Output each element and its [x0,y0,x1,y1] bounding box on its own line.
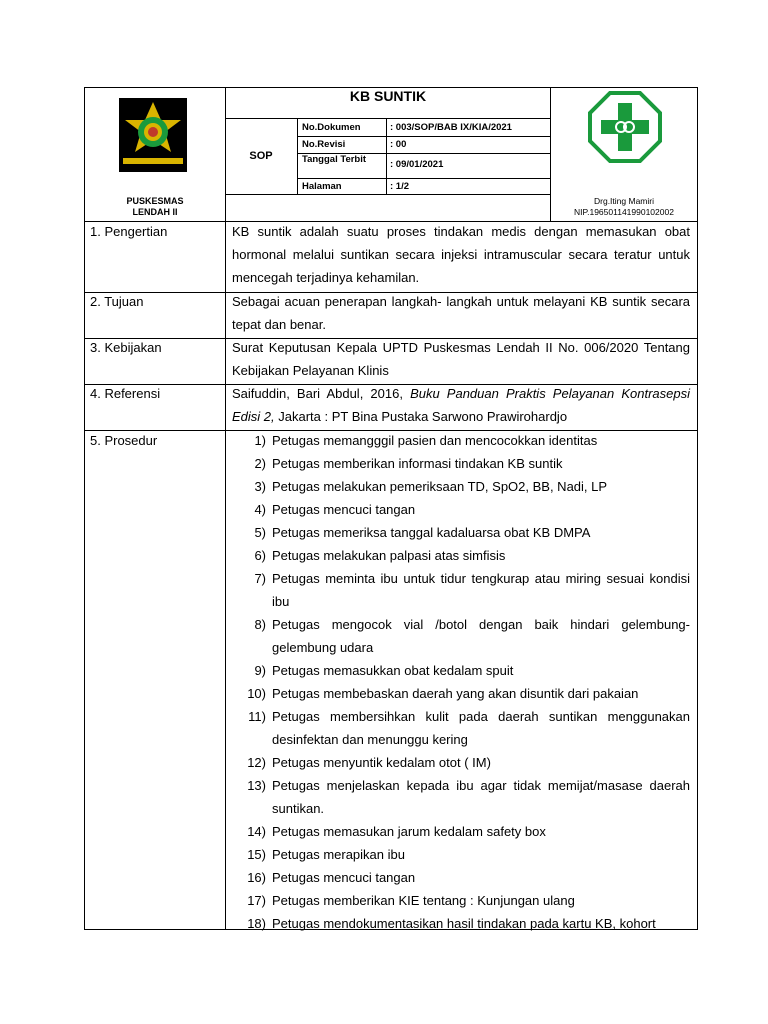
procedure-step [232,452,690,475]
step-text: Petugas membersihkan kulit pada daerah suntikan menggunakan desinfektan dan menunggu kering [272,709,690,747]
section-label: 1. Pengertian [90,224,168,239]
procedure-step [232,521,690,544]
divider [550,87,551,222]
step-number: 11) [248,709,266,724]
step-number: 6) [254,548,266,563]
procedure-step [232,843,690,866]
field-value: : 00 [390,139,407,150]
step-number: 13) [247,778,266,793]
step-text: Petugas mencuci tangan [272,502,416,517]
referensi-title: Buku Panduan Praktis Pelayanan Kontrasepsi Edisi 2, [232,386,691,424]
divider [225,221,226,930]
signature-block [552,196,696,218]
procedure-step [232,567,690,613]
divider [225,194,550,195]
sop-label: SOP [249,150,273,162]
procedure-step [232,544,690,567]
divider [225,118,550,119]
procedure-step [232,751,690,774]
institution-line: LENDAH II [132,207,178,217]
step-number: 17) [247,893,266,908]
institution-line: PUSKESMAS [126,196,184,206]
procedure-step [232,820,690,843]
signer-nip: NIP.196501141990102002 [574,207,674,217]
step-text: Petugas melakukan palpasi atas simfisis [272,548,506,563]
procedure-step [232,429,690,452]
step-number: 3) [254,479,266,494]
step-text: Petugas melakukan pemeriksaan TD, SpO2, BB, Nadi, LP [272,479,608,494]
step-text: Petugas memasukan jarum kedalam safety box [272,824,546,839]
procedure-step [232,866,690,889]
section-label: 5. Prosedur [90,433,158,448]
step-text: Petugas memberikan informasi tindakan KB suntik [272,456,563,471]
referensi-suffix: Jakarta : PT Bina Pustaka Sarwono Prawirohardjo [274,409,568,424]
document-title: KB SUNTIK [349,88,427,104]
step-number: 8) [254,617,266,632]
field-key: No.Revisi [302,139,346,150]
procedure-step [232,774,690,820]
step-text: Petugas menjelaskan kepada ibu agar tidak memijat/masase daerah suntikan. [272,778,690,816]
step-text: Petugas memeriksa tanggal kadaluarsa obat KB DMPA [272,525,591,540]
step-text: Petugas membebaskan daerah yang akan disuntik dari pakaian [272,686,639,701]
step-text: Petugas meminta ibu untuk tidur tengkurap atau miring sesuai kondisi ibu [272,571,690,609]
step-text: Petugas menyuntik kedalam otot ( IM) [272,755,491,770]
procedure-step [232,682,690,705]
step-number: 4) [254,502,266,517]
procedure-step [232,659,690,682]
section-text [232,220,690,289]
step-number: 18) [247,916,266,931]
step-number: 14) [247,824,266,839]
section-label: 3. Kebijakan [90,340,162,355]
referensi-prefix: Saifuddin, Bari Abdul, 2016, [232,386,411,401]
procedure-steps [232,429,690,935]
step-text: Petugas memangggil pasien dan mencocokkan identitas [272,433,598,448]
step-text: Petugas memasukkan obat kedalam spuit [272,663,514,678]
section-text [232,336,690,382]
step-number: 9) [254,663,266,678]
divider [386,118,387,194]
divider [297,118,298,194]
field-key: Tanggal Terbit [302,154,367,165]
regional-emblem-icon [119,98,187,172]
step-text: Petugas mencuci tangan [272,870,416,885]
step-text: Petugas merapikan ibu [272,847,405,862]
pengertian-text: KB suntik adalah suatu proses tindakan medis dengan memasukan obat hormonal melalui suntikan secara injeksi intramuscular secara teratur untuk mencegah terjadinya kehamilan. [232,224,690,285]
field-value: : 09/01/2021 [390,159,444,170]
step-number: 5) [254,525,266,540]
divider [297,136,550,137]
step-number: 2) [254,456,266,471]
step-text: Petugas mendokumentasikan hasil tindakan pada kartu KB, kohort [272,916,656,931]
field-key: No.Dokumen [302,122,361,133]
procedure-step [232,475,690,498]
step-number: 16) [247,870,266,885]
signer-name: Drg.Iting Mamiri [594,196,654,206]
divider [297,178,550,179]
step-number: 1) [254,433,266,448]
step-text: Petugas mengocok vial /botol dengan baik hindari gelembung-gelembung udara [272,617,690,655]
step-text: Petugas memberikan KIE tentang : Kunjungan ulang [272,893,575,908]
kebijakan-text: Surat Keputusan Kepala UPTD Puskesmas Lendah II No. 006/2020 Tentang Kebijakan Pelayanan Klinis [232,340,690,378]
procedure-step [232,613,690,659]
step-number: 10) [247,686,266,701]
procedure-step [232,912,690,935]
step-number: 15) [247,847,266,862]
step-number: 12) [247,755,266,770]
puskesmas-logo-icon [588,91,662,163]
procedure-step [232,705,690,751]
section-text [232,290,690,336]
procedure-step [232,498,690,521]
section-label: 2. Tujuan [90,294,144,309]
tujuan-text: Sebagai acuan penerapan langkah- langkah untuk melayani KB suntik secara tepat dan benar. [232,294,690,332]
procedure-step [232,889,690,912]
section-text [232,382,690,428]
field-key: Halaman [302,181,342,192]
step-number: 7) [254,571,266,586]
section-label: 4. Referensi [90,386,161,401]
institution-name [90,196,220,218]
field-value: : 003/SOP/BAB IX/KIA/2021 [390,122,512,133]
field-value: : 1/2 [390,181,410,192]
